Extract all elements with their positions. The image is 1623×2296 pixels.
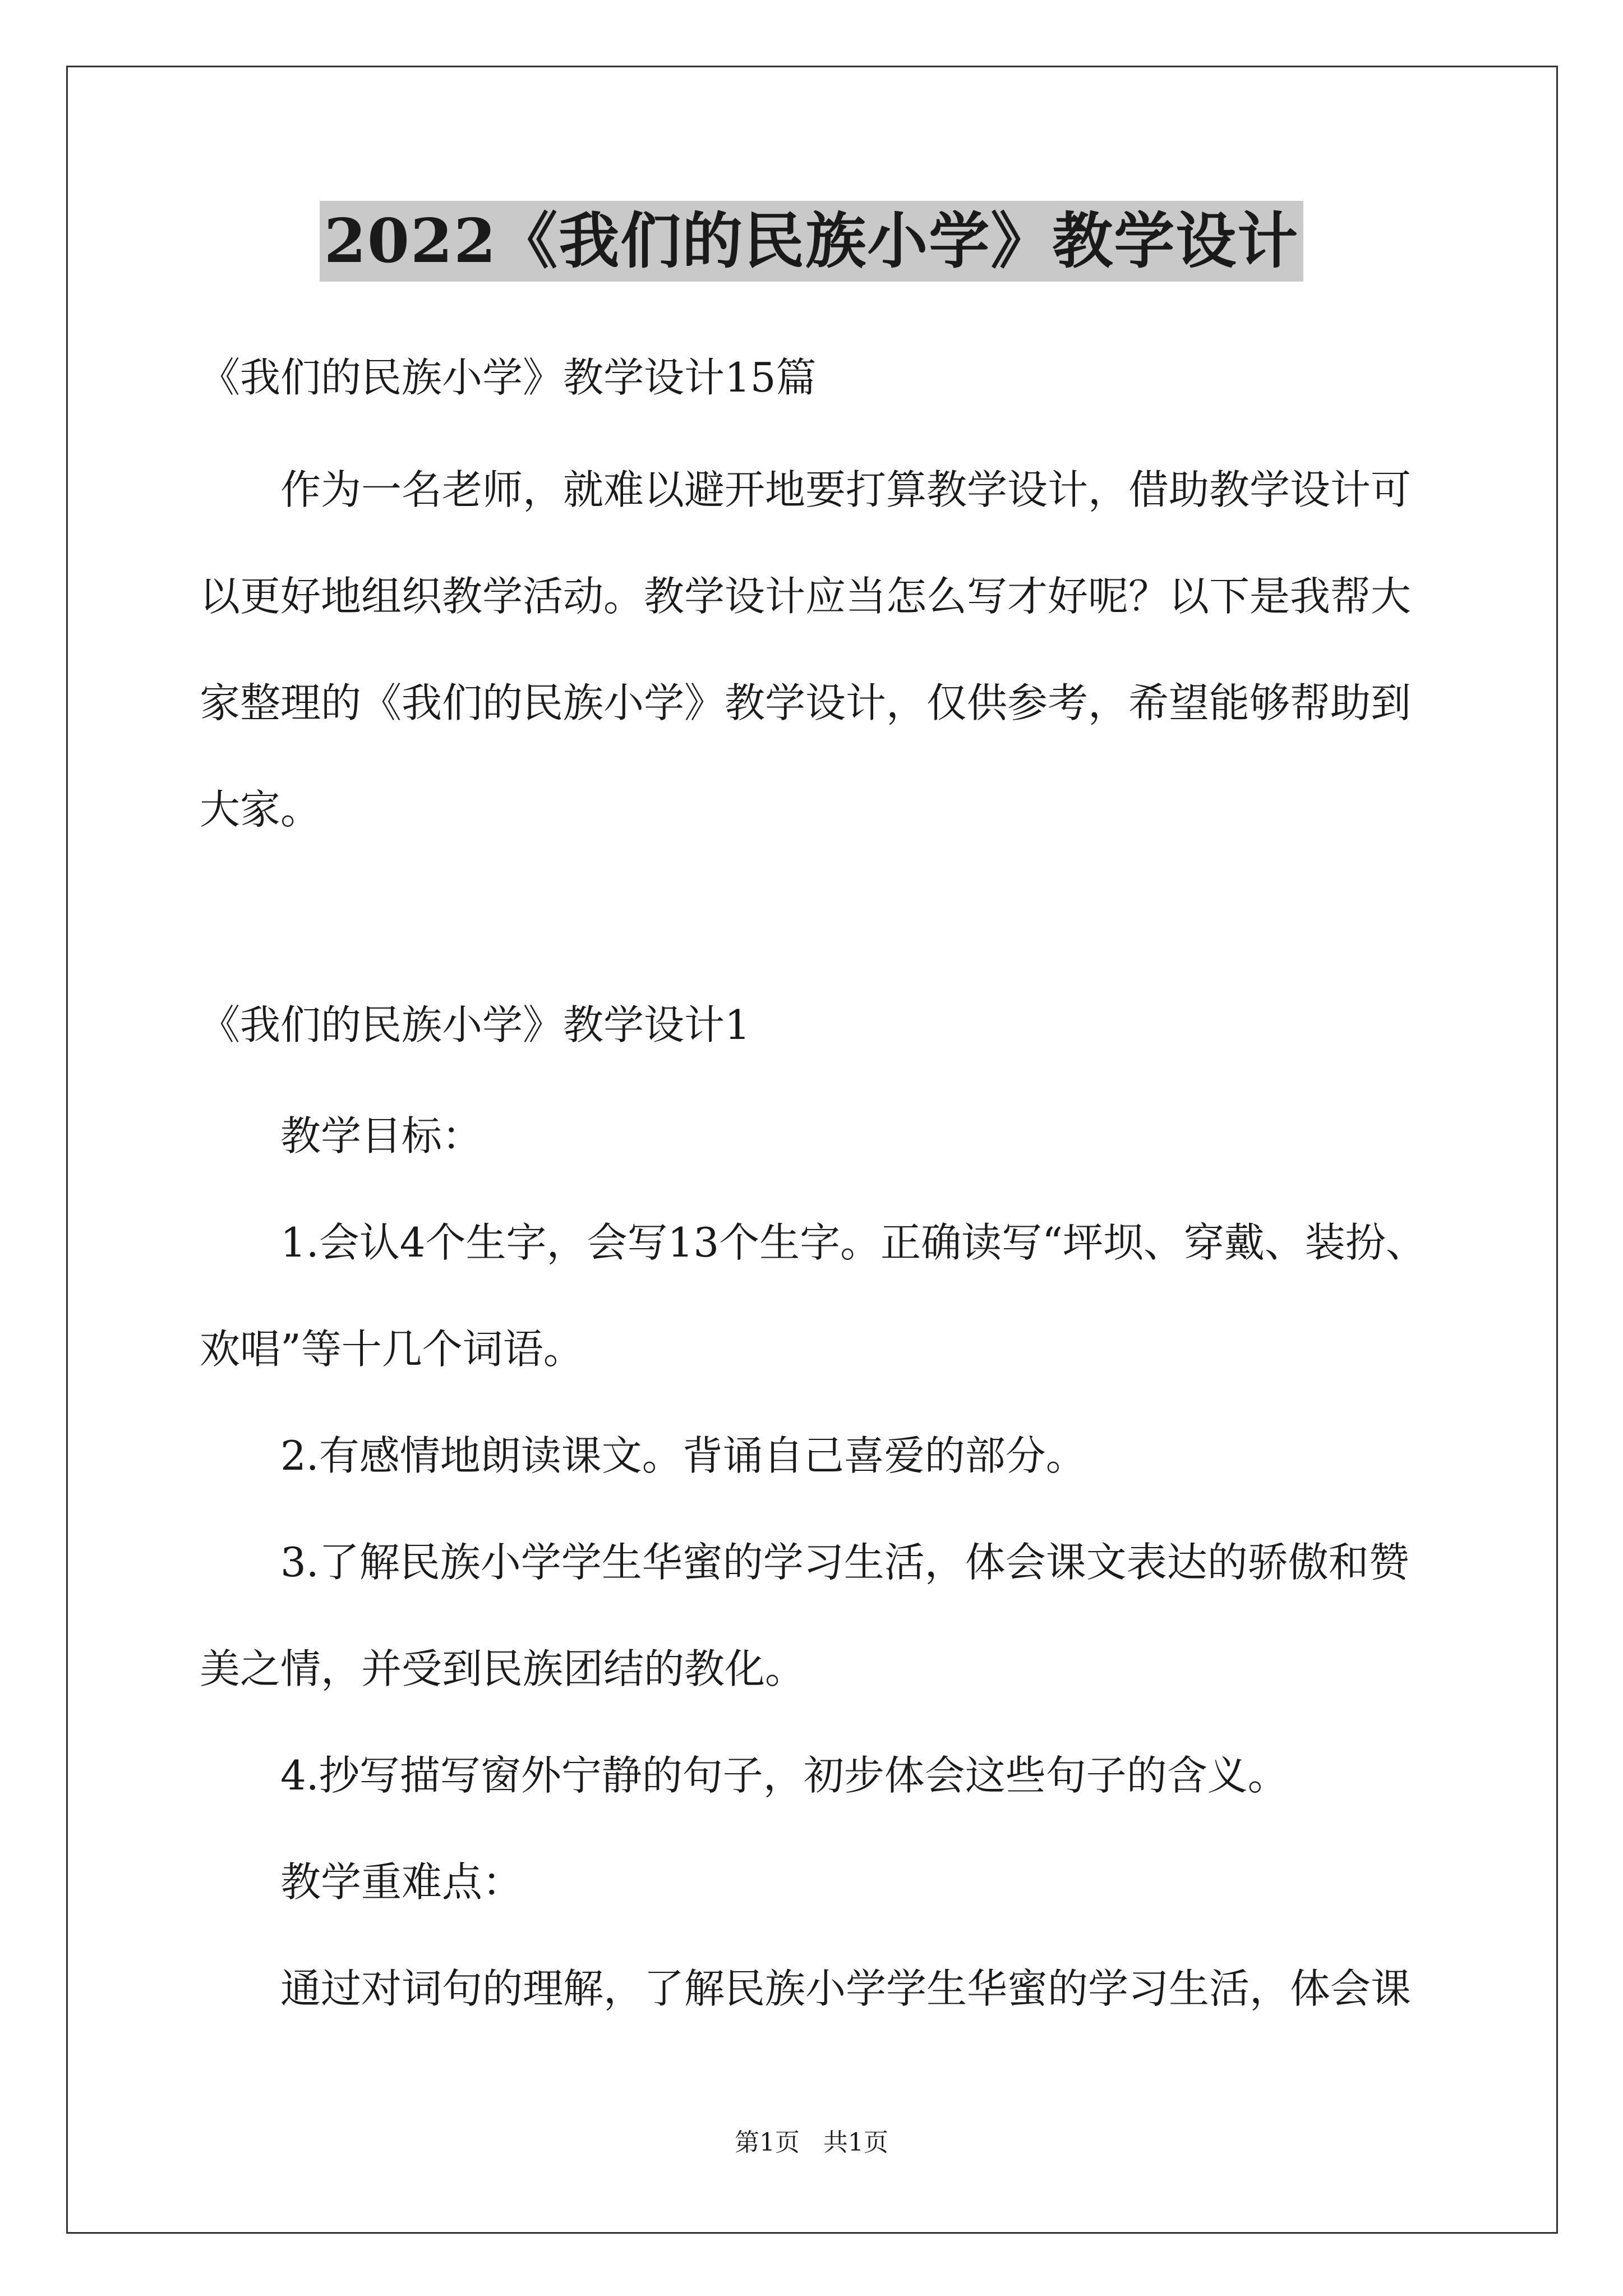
document-title: 2022《我们的民族小学》教学设计 bbox=[320, 201, 1304, 282]
intro-line-1: 作为一名老师，就难以避开地要打算教学设计，借助教学设计可 bbox=[280, 466, 1412, 513]
page-footer bbox=[0, 2127, 1623, 2159]
key-points-text: 通过对词句的理解，了解民族小学学生华蜜的学习生活，体会课 bbox=[280, 1965, 1412, 2012]
objective-3-line-1: 3.了解民族小学学生华蜜的学习生活，体会课文表达的骄傲和赞 bbox=[280, 1539, 1409, 1586]
title-container bbox=[0, 201, 1623, 282]
objective-2: 2.有感情地朗读课文。背诵自己喜爱的部分。 bbox=[280, 1432, 1086, 1479]
intro-line-4: 大家。 bbox=[200, 786, 321, 833]
intro-line-3: 家整理的《我们的民族小学》教学设计，仅供参考，希望能够帮助到 bbox=[200, 679, 1412, 726]
objective-1-line-2: 欢唱”等十几个词语。 bbox=[200, 1326, 584, 1373]
objective-3-line-2: 美之情，并受到民族团结的教化。 bbox=[200, 1645, 806, 1692]
objective-1-line-1: 1.会认4个生字，会写13个生字。正确读写“坪坝、穿戴、装扮、 bbox=[280, 1219, 1426, 1266]
section-heading: 《我们的民族小学》教学设计1 bbox=[200, 1001, 750, 1048]
intro-line-2: 以更好地组织教学活动。教学设计应当怎么写才好呢？以下是我帮大 bbox=[200, 573, 1412, 620]
document-subtitle: 《我们的民族小学》教学设计15篇 bbox=[200, 354, 817, 401]
objective-4: 4.抄写描写窗外宁静的句子，初步体会这些句子的含义。 bbox=[280, 1752, 1288, 1799]
page-total: 共1页 bbox=[823, 2128, 888, 2157]
key-points-label: 教学重难点： bbox=[280, 1858, 523, 1906]
page-number: 第1页 bbox=[735, 2128, 800, 2157]
objectives-label: 教学目标： bbox=[280, 1112, 483, 1159]
